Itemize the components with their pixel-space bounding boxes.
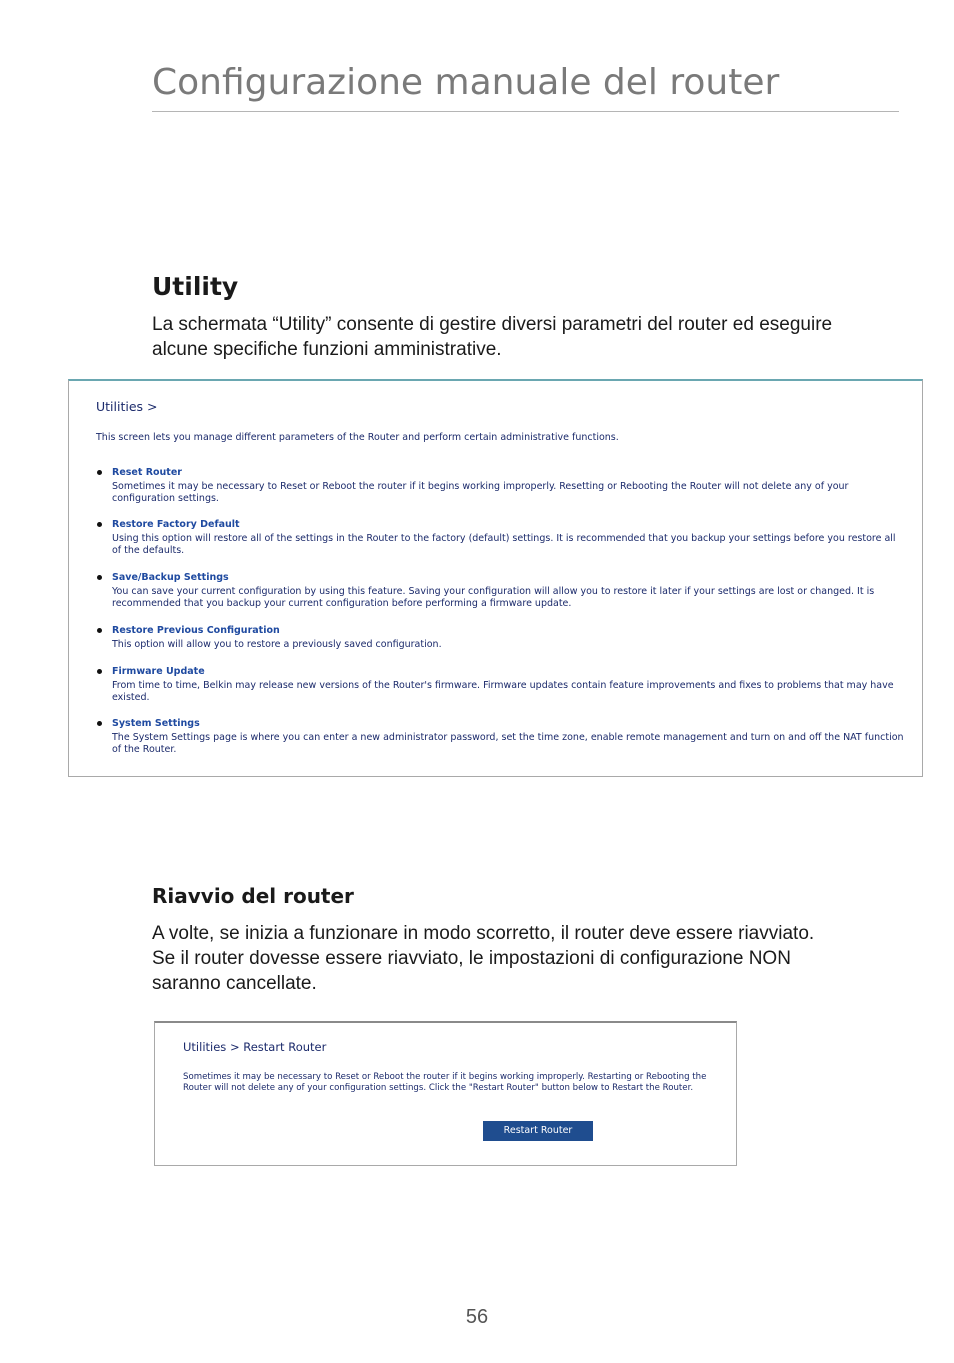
utility-item-title[interactable]: Reset Router <box>112 467 182 478</box>
restart-description: Sometimes it may be necessary to Reset or Reboot the router if it begins working improperly. Restarting or Rebooting the Router will not delete any of your configuration settings. Click the "Restart Router" button below to Restart the Router. <box>183 1072 707 1093</box>
utility-heading: Utility <box>152 272 239 301</box>
utility-item-description: Using this option will restore all of the settings in the Router to the factory (default) settings. It is recommended that you backup your settings before you restore all of the defaults. <box>112 533 896 556</box>
utilities-intro: This screen lets you manage different parameters of the Router and perform certain administrative functions. <box>96 432 619 443</box>
page-title: Configurazione manuale del router <box>152 62 780 103</box>
utility-item-description: Sometimes it may be necessary to Reset or Reboot the router if it begins working improperly. Resetting or Rebooting the Router will not delete any of your configuration settings. <box>112 481 849 504</box>
utility-item-description: This option will allow you to restore a previously saved configuration. <box>112 639 442 650</box>
riavvio-paragraph: A volte, se inizia a funzionare in modo scorretto, il router deve essere riavviato. Se il router dovesse essere riavviato, le impostazioni di configurazione NON saranno cancellate. <box>152 923 815 994</box>
restart-router-screenshot <box>154 1021 737 1166</box>
restart-router-button[interactable]: Restart Router <box>483 1121 593 1141</box>
utility-item-title[interactable]: Restore Factory Default <box>112 519 240 530</box>
utility-item-title[interactable]: Save/Backup Settings <box>112 572 229 583</box>
utilities-breadcrumb: Utilities > <box>96 399 158 414</box>
utility-item-description: From time to time, Belkin may release new versions of the Router's firmware. Firmware updates contain feature improvements and fixes to problems that may have existed. <box>112 680 894 703</box>
bullet-icon <box>97 522 102 527</box>
utility-item-description: The System Settings page is where you can enter a new administrator password, set the time zone, enable remote management and turn on and off the NAT function of the Router. <box>112 732 904 755</box>
utility-item-description: You can save your current configuration by using this feature. Saving your configuration will allow you to restore it later if your settings are lost or changed. It is recommended that you backup your current configuration before performing a firmware update. <box>112 586 875 609</box>
utility-item-title[interactable]: Restore Previous Configuration <box>112 625 280 636</box>
utility-item-title[interactable]: Firmware Update <box>112 666 205 677</box>
utilities-screenshot <box>68 379 923 777</box>
title-divider <box>152 111 899 112</box>
restart-breadcrumb: Utilities > Restart Router <box>183 1040 327 1054</box>
bullet-icon <box>97 669 102 674</box>
bullet-icon <box>97 721 102 726</box>
page-number: 56 <box>465 1306 489 1328</box>
utility-item-title[interactable]: System Settings <box>112 718 200 729</box>
utility-paragraph: La schermata “Utility” consente di gestire diversi parametri del router ed eseguire alcune specifiche funzioni amministrative. <box>152 314 833 360</box>
bullet-icon <box>97 575 102 580</box>
bullet-icon <box>97 628 102 633</box>
riavvio-heading: Riavvio del router <box>152 884 354 908</box>
bullet-icon <box>97 470 102 475</box>
